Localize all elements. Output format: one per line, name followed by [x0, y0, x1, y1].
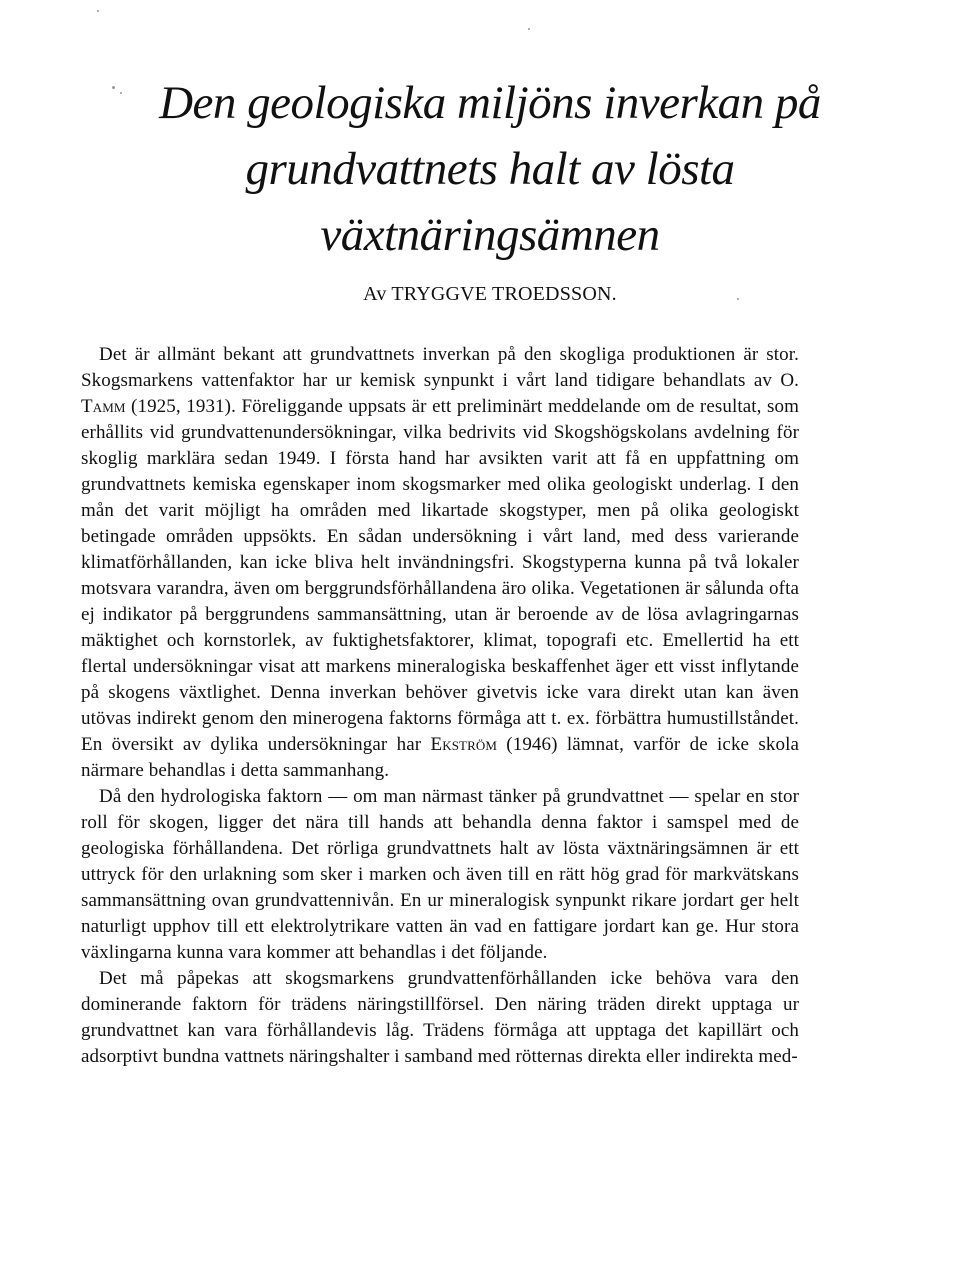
paragraph-1-part-a: Det är allmänt bekant att grundvattnets inverkan på den skogliga produktionen är stor. Skogsmarkens vattenfaktor har ur kemisk synpunkt i vårt land tidigare behandlats av O. — [81, 344, 799, 391]
paragraph-1-part-b: (1925, 1931). Föreliggande uppsats är ett preliminärt meddelande om de resultat, som erhållits vid grundvattenundersökningar, vilka bedrivits vid Skogshögskolans avdelning för skoglig marklära sedan 1949. I första hand har avsikten varit att få en uppfattning om grundvattnets kemiska egenskaper inom skogsmarker med olika geologiskt underlag. I den mån det varit möjligt ha områden med likartade skogstyper, men på olika geologiskt betingade områden uppsökts. En sådan undersökning i vårt land, med dess varierande klimatförhållanden, kan icke bliva helt invändningsfri. Skogstyperna kunna på två lokaler motsvara varandra, även om berggrundsförhållandena äro olika. Vegetationen är sålunda ofta ej indikator på berggrundens sammansättning, utan är beroende av de lösa avlagringarnas mäktighet och kornstorlek, av fuktighetsfaktorer, klimat, topografi etc. Emellertid ha ett flertal undersökningar visat att markens mineralogiska beskaffenhet äger ett visst inflytande på skogens växtlighet. Denna inverkan behöver givetvis icke vara direkt utan kan även utövas indirekt genom den minerogena faktorns förmåga att t. ex. förbättra humustillståndet. En översikt av dylika undersökningar har — [81, 396, 799, 755]
title-line-1: Den geologiska miljöns inverkan på — [159, 77, 821, 129]
scan-speck — [112, 86, 115, 89]
paragraph-3: Det må påpekas att skogsmarkens grundvattenförhållanden icke behöva vara den dominerande faktorn för trädens näringstillförsel. Den näring träden direkt upptaga ur grundvattnet kan vara förhållandevis låg. Trädens förmåga att upptaga det kapillärt och adsorptivt bundna vattnets näringshalter i samband med rötternas direkta eller indirekta med- — [81, 968, 799, 1067]
cited-author-tamm: Tamm — [81, 396, 126, 417]
article-title — [150, 70, 830, 268]
paragraph-1-part-c: (1946) lämnat, varför de icke skola närmare behandlas i detta sammanhang. — [81, 734, 799, 781]
scan-speck — [97, 10, 99, 12]
scan-speck — [120, 92, 122, 94]
scan-speck — [528, 28, 530, 30]
author-byline: Av TRYGGVE TROEDSSON. — [363, 283, 617, 305]
article-body — [81, 342, 799, 1070]
title-line-2: grundvattnets halt av lösta — [245, 143, 735, 195]
cited-author-ekstrom: Ekström — [430, 734, 497, 755]
paragraph-2: Då den hydrologiska faktorn — om man närmast tänker på grundvattnet — spelar en stor roll för skogen, ligger det nära till hands att behandla denna faktor i samspel med de geologiska förhållandena. Det rörliga grundvattnets halt av lösta växtnäringsämnen är ett uttryck för den urlakning som sker i marken och även till en rätt hög grad för markvätskans sammansättning ovan grundvattennivån. En ur mineralogisk synpunkt rikare jordart ger helt naturligt upphov till ett elektrolytrikare vatten än vad en fattigare jordart kan ge. Hur stora växlingarna kunna vara kommer att behandlas i det följande. — [81, 786, 799, 963]
title-line-3: växtnäringsämnen — [320, 209, 660, 261]
paragraph-1 — [81, 342, 799, 784]
